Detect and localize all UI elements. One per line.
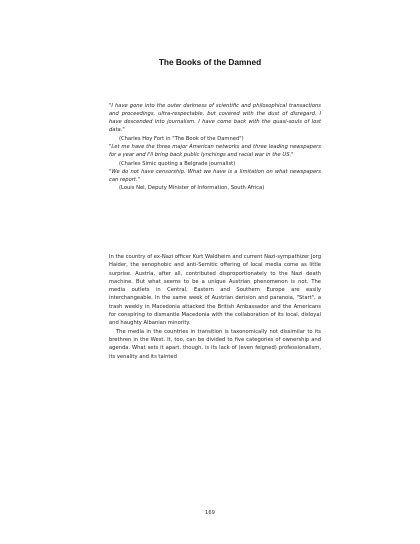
epigraph-attribution: (Charles Simic quoting a Belgrade journalist) [119, 160, 236, 167]
body-paragraph: In the country of ex-Nazi officer Kurt Waldheim and current Nazi-sympathizer Jorg Haider, the xenophobic and anti-Semitic offering of local media come as little surprise. Austria, after all, contributed disproportionately to the Nazi death machine. But what seems to be a unique Austrian phenomenon is not. The media outlets in Central, Eastern and Southern Europe are easily interchangeable. In the same week of Austrian derision and paranoia, "Start", a trash weekly in Macedonia attacked the British Ambassador and the Americans for conspiring to dismantle Macedonia with the collaboration of its local, disloyal and haughty Albanian minority. [109, 254, 321, 327]
epigraph-quote: "Let me have the three major American networks and three leading newspapers for a year and I'll bring back public lynchings and racial war in the US." [109, 143, 321, 159]
epigraph-quote: "I have gone into the outer darkness of scientific and philosophical transactions and proceedings, ultra-respectable, but covered with the dust of disregard. I have descended into journalism. I have come back with the quasi-souls of lost data." [109, 102, 321, 134]
epigraph-quote: "We do not have censorship. What we have is a limitation on what newspapers can report." [109, 168, 321, 184]
epigraph-attribution: (Charles Hoy Fort in "The Book of the Damned") [119, 135, 244, 142]
page-number: 169 [205, 510, 215, 516]
epigraphs [109, 102, 321, 193]
body-paragraph: The media in the countries in transition is taxonomically not dissimilar to its brethren in the West. It, too, can be divided to five categories of ownership and agenda. What sets it apart, though, is its lack of (even feigned) professionalism, its venality and its tainted [109, 328, 321, 360]
page-title: The Books of the Damned [158, 57, 262, 67]
body-text [109, 253, 321, 361]
epigraph-attribution: (Louis Nel, Deputy Minister of Information, South Africa) [119, 185, 265, 192]
